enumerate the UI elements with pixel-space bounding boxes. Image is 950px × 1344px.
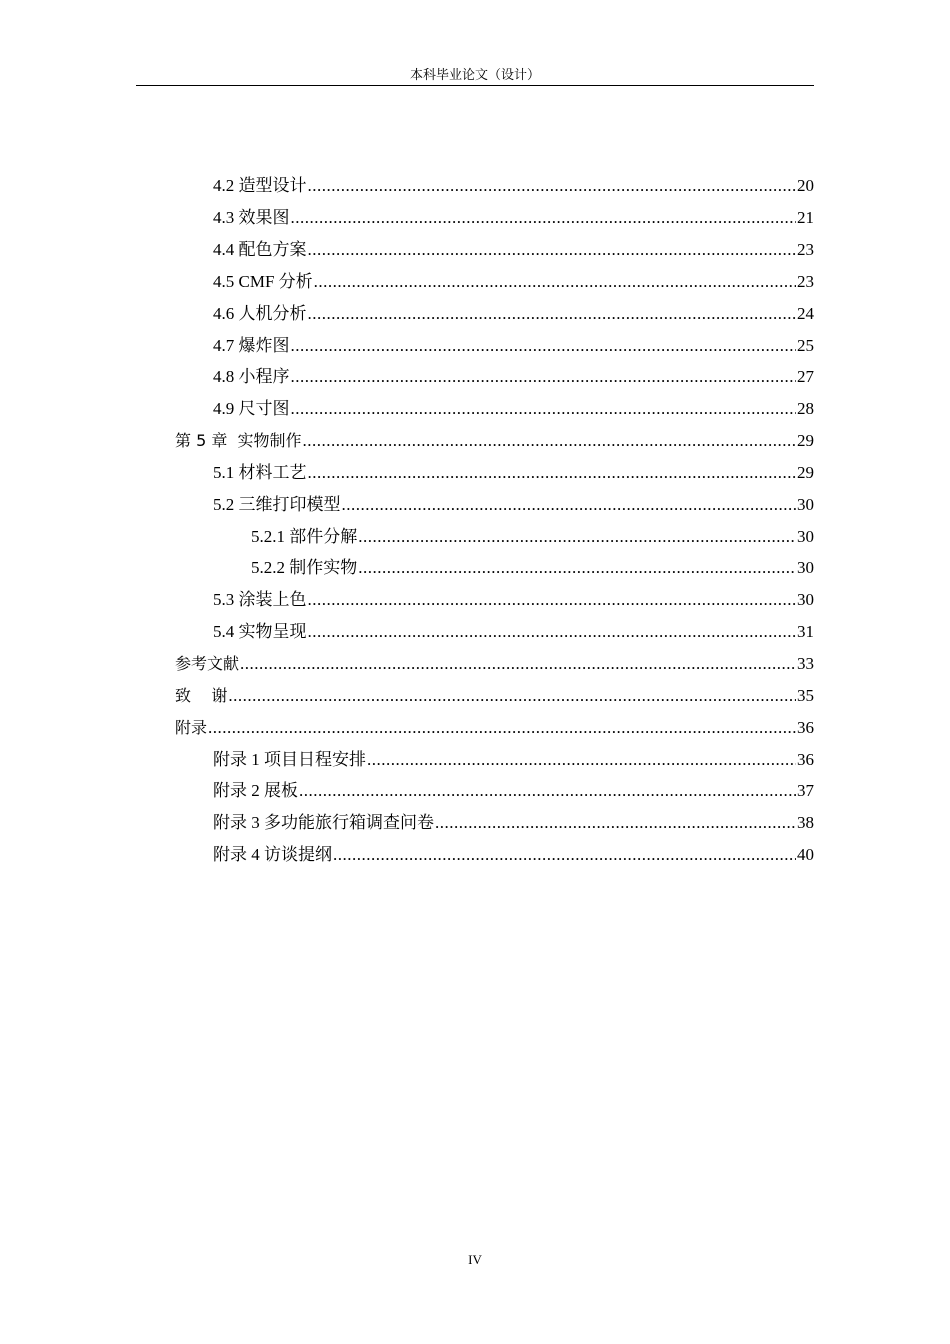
toc-entry-page: 36 <box>797 750 814 769</box>
toc-leader <box>308 239 797 261</box>
toc-entry-label: 5.4 实物呈现 <box>213 622 307 641</box>
toc-entry-label: 4.5 CMF 分析 <box>213 272 313 291</box>
toc-entry[interactable] <box>213 584 814 616</box>
toc-entry-label: 致 谢 <box>175 686 228 705</box>
toc-leader <box>299 780 796 802</box>
toc-entry-label: 4.3 效果图 <box>213 208 290 227</box>
toc-entry-label: 4.2 造型设计 <box>213 176 307 195</box>
page-number: IV <box>468 1252 482 1267</box>
toc-leader <box>303 430 796 452</box>
toc-entry-label: 5.3 涂装上色 <box>213 590 307 609</box>
toc-entry-label: 附录 4 访谈提纲 <box>213 845 332 864</box>
toc-leader <box>367 749 796 771</box>
toc-leader <box>308 175 797 197</box>
toc-leader <box>291 335 797 357</box>
toc-leader <box>291 398 797 420</box>
toc-entry[interactable] <box>251 521 814 553</box>
toc-entry-page: 35 <box>797 686 814 705</box>
toc-entry-label: 5.2.2 制作实物 <box>251 558 358 577</box>
toc-entry[interactable] <box>213 202 814 234</box>
toc-entry[interactable] <box>213 457 814 489</box>
toc-entry[interactable] <box>213 775 814 807</box>
toc-entry-page: 29 <box>797 431 814 450</box>
toc-entry-chapter[interactable] <box>175 425 814 457</box>
toc-entry-label: 5.2 三维打印模型 <box>213 495 341 514</box>
toc-entry[interactable] <box>213 807 814 839</box>
toc-leader <box>308 621 797 643</box>
toc-entry-page: 30 <box>797 558 814 577</box>
toc-entry-label: 4.7 爆炸图 <box>213 336 290 355</box>
toc-entry[interactable] <box>213 330 814 362</box>
toc-entry-page: 23 <box>797 240 814 259</box>
toc-entry-page: 24 <box>797 304 814 323</box>
toc-entry[interactable] <box>213 489 814 521</box>
toc-entry-label: 4.8 小程序 <box>213 367 290 386</box>
toc-leader <box>291 366 797 388</box>
page-header: 本科毕业论文（设计） <box>409 67 540 82</box>
toc-leader <box>358 557 796 579</box>
toc-leader <box>228 685 796 707</box>
toc-entry-page: 30 <box>797 590 814 609</box>
toc-entry[interactable] <box>213 839 814 871</box>
toc-entry-page: 40 <box>797 845 814 864</box>
toc-entry-label: 附录 1 项目日程安排 <box>213 750 366 769</box>
toc-entry-page: 33 <box>797 654 814 673</box>
toc-entry-page: 31 <box>797 622 814 641</box>
toc-entry-label: 4.4 配色方案 <box>213 240 307 259</box>
toc-entry-label: 4.9 尺寸图 <box>213 399 290 418</box>
toc-entry-label: 5.1 材料工艺 <box>213 463 307 482</box>
toc-entry-label: 附录 3 多功能旅行箱调查问卷 <box>213 813 434 832</box>
toc-leader <box>308 462 797 484</box>
toc-entry-page: 30 <box>797 495 814 514</box>
toc-leader <box>308 589 797 611</box>
toc-entry-chapter[interactable] <box>175 712 814 744</box>
toc-entry-label: 参考文献 <box>175 654 240 673</box>
toc-entry-page: 23 <box>797 272 814 291</box>
toc-entry-label: 附录 <box>175 718 208 737</box>
toc-leader <box>358 526 796 548</box>
toc-entry-page: 28 <box>797 399 814 418</box>
toc-leader <box>435 812 796 834</box>
toc-entry-page: 30 <box>797 527 814 546</box>
toc-leader <box>333 844 796 866</box>
toc-entry-label: 5.2.1 部件分解 <box>251 527 358 546</box>
toc-entry-page: 36 <box>797 718 814 737</box>
toc-entry-label: 4.6 人机分析 <box>213 304 307 323</box>
toc-entry-page: 27 <box>797 367 814 386</box>
toc-leader <box>240 653 796 675</box>
toc-entry-page: 21 <box>797 208 814 227</box>
toc-entry[interactable] <box>213 266 814 298</box>
header-rule <box>136 85 814 86</box>
toc-leader <box>291 207 797 229</box>
toc-entry[interactable] <box>213 234 814 266</box>
toc-entry[interactable] <box>213 170 814 202</box>
toc-entry-label: 附录 2 展板 <box>213 781 298 800</box>
toc-entry-page: 29 <box>797 463 814 482</box>
toc-entry[interactable] <box>251 552 814 584</box>
toc-entry-label: 第 5 章 实物制作 <box>175 431 302 450</box>
toc-entry-chapter[interactable] <box>175 648 814 680</box>
toc-entry-chapter[interactable] <box>175 680 814 712</box>
toc-entry[interactable] <box>213 744 814 776</box>
toc-leader <box>308 303 797 325</box>
toc-entry-page: 38 <box>797 813 814 832</box>
toc-entry[interactable] <box>213 616 814 648</box>
toc-entry[interactable] <box>213 298 814 330</box>
toc-entry[interactable] <box>213 361 814 393</box>
toc-leader <box>314 271 796 293</box>
toc-leader <box>208 717 796 739</box>
toc-leader <box>342 494 797 516</box>
toc-entry-page: 25 <box>797 336 814 355</box>
toc-entry-page: 37 <box>797 781 814 800</box>
toc-entry[interactable] <box>213 393 814 425</box>
toc-entry-page: 20 <box>797 176 814 195</box>
